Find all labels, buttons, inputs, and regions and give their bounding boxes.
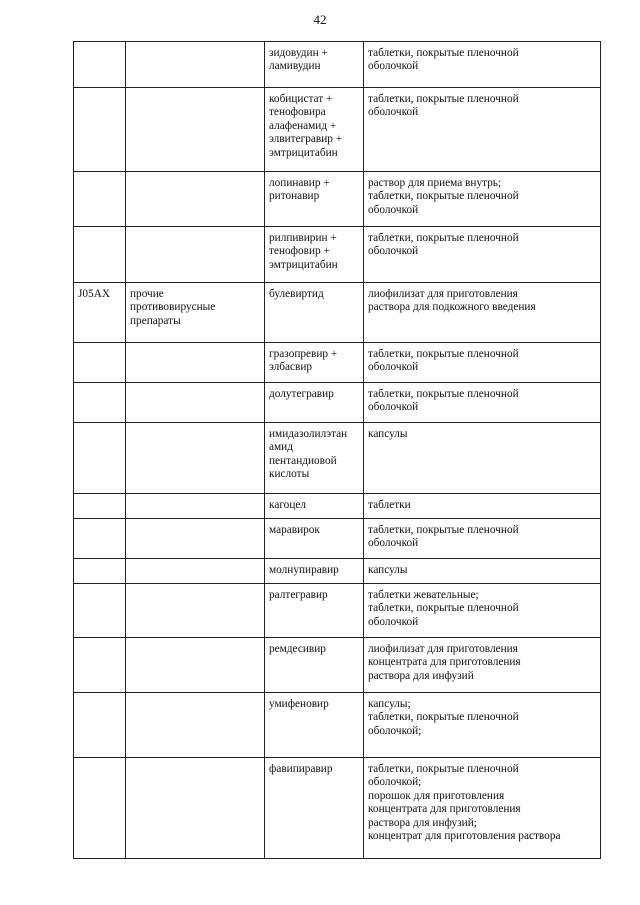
cell-text-line: капсулы;: [368, 698, 411, 710]
dosage-form-cell: [364, 172, 601, 227]
atc-code-cell: [74, 42, 126, 88]
drug-name-cell: [265, 494, 364, 519]
drug-name-cell: [265, 519, 364, 559]
group-cell: [126, 494, 265, 519]
cell-text-line: раствора для инфузий: [368, 669, 474, 682]
group-cell: [126, 383, 265, 423]
drug-name-cell: [265, 383, 364, 423]
cell-text-line: эмтрицитабин: [269, 258, 338, 271]
cell-text-line: ралтегравир: [269, 589, 328, 601]
cell-text-line: ремдесивир: [269, 643, 326, 655]
group-cell: [126, 423, 265, 494]
cell-text-line: порошок для приготовления: [368, 789, 505, 802]
drug-name-cell: [265, 283, 364, 343]
cell-text-line: препараты: [130, 314, 181, 327]
dosage-form-cell: [364, 227, 601, 283]
drug-table: [73, 41, 601, 859]
table-row: [74, 172, 601, 227]
cell-text-line: рилпивирин +: [269, 232, 337, 244]
cell-text-line: таблетки, покрытые пленочной: [368, 524, 519, 536]
group-cell: [126, 42, 265, 88]
cell-text-line: оболочкой;: [368, 724, 422, 737]
atc-code-cell: [74, 758, 126, 859]
cell-text-line: таблетки, покрытые пленочной: [368, 47, 519, 59]
dosage-form-cell: [364, 88, 601, 172]
cell-text-line: раствора для инфузий;: [368, 816, 477, 829]
table-row: [74, 423, 601, 494]
cell-text-line: ламивудин: [269, 60, 321, 73]
dosage-form-cell: [364, 519, 601, 559]
atc-code-cell: [74, 227, 126, 283]
atc-code-cell: [74, 638, 126, 693]
cell-text-line: концентрата для приготовления: [368, 803, 521, 816]
dosage-form-cell: [364, 42, 601, 88]
cell-text-line: раствора для подкожного введения: [368, 301, 536, 314]
group-cell: [126, 584, 265, 638]
drug-name-cell: [265, 693, 364, 758]
cell-text-line: лиофилизат для приготовления: [368, 643, 518, 655]
cell-text-line: концентрат для приготовления раствора: [368, 830, 561, 843]
table-row: [74, 383, 601, 423]
cell-text-line: таблетки, покрытые пленочной: [368, 190, 519, 203]
cell-text-line: тенофовира: [269, 106, 326, 119]
drug-name-cell: [265, 42, 364, 88]
cell-text-line: эмтрицитабин: [269, 146, 338, 159]
cell-text-line: таблетки, покрытые пленочной: [368, 602, 519, 615]
group-cell: [126, 88, 265, 172]
cell-text-line: маравирок: [269, 524, 320, 536]
cell-text-line: элбасвир: [269, 361, 313, 374]
group-cell: [126, 227, 265, 283]
cell-text-line: оболочкой: [368, 106, 419, 119]
dosage-form-cell: [364, 638, 601, 693]
dosage-form-cell: [364, 423, 601, 494]
cell-text-line: концентрата для приготовления: [368, 656, 521, 669]
cell-text-line: кобицистат +: [269, 93, 333, 105]
atc-code-cell: [74, 88, 126, 172]
table-row: [74, 519, 601, 559]
table-body: [74, 42, 601, 859]
group-cell: [126, 343, 265, 383]
table-row: [74, 494, 601, 519]
dosage-form-cell: [364, 693, 601, 758]
group-cell: [126, 519, 265, 559]
atc-code-cell: [74, 693, 126, 758]
dosage-form-cell: [364, 494, 601, 519]
cell-text-line: таблетки, покрытые пленочной: [368, 711, 519, 724]
cell-text-line: таблетки, покрытые пленочной: [368, 763, 519, 775]
cell-text-line: молнупиравир: [269, 564, 339, 576]
cell-text-line: оболочкой: [368, 537, 419, 550]
dosage-form-cell: [364, 383, 601, 423]
table-row: [74, 758, 601, 859]
cell-text-line: таблетки, покрытые пленочной: [368, 388, 519, 400]
cell-text-line: таблетки жевательные;: [368, 589, 479, 601]
cell-text-line: умифеновир: [269, 698, 329, 710]
cell-text-line: булевиртид: [269, 288, 324, 300]
cell-text-line: лопинавир +: [269, 177, 330, 189]
drug-name-cell: [265, 172, 364, 227]
cell-text-line: элвитегравир +: [269, 133, 343, 146]
cell-text-line: капсулы: [368, 564, 408, 576]
dosage-form-cell: [364, 758, 601, 859]
table-row: [74, 227, 601, 283]
cell-text-line: таблетки, покрытые пленочной: [368, 93, 519, 105]
table-row: [74, 343, 601, 383]
atc-code-cell: [74, 423, 126, 494]
drug-name-cell: [265, 88, 364, 172]
cell-text-line: ритонавир: [269, 190, 320, 203]
cell-text-line: оболочкой: [368, 60, 419, 73]
cell-text-line: кислоты: [269, 468, 310, 481]
table-row: [74, 638, 601, 693]
cell-text-line: пентандиовой: [269, 454, 337, 467]
cell-text-line: фавипиравир: [269, 763, 333, 775]
atc-code-cell: [74, 519, 126, 559]
cell-text-line: таблетки: [368, 499, 411, 511]
cell-text-line: оболочкой: [368, 245, 419, 258]
cell-text-line: долутегравир: [269, 388, 334, 400]
cell-text-line: лиофилизат для приготовления: [368, 288, 518, 300]
drug-name-cell: [265, 559, 364, 584]
dosage-form-cell: [364, 584, 601, 638]
drug-name-cell: [265, 343, 364, 383]
atc-code-cell: [74, 383, 126, 423]
cell-text-line: тенофовир +: [269, 245, 330, 258]
table-row: [74, 693, 601, 758]
cell-text-line: оболочкой: [368, 203, 419, 216]
drug-name-cell: [265, 423, 364, 494]
cell-text-line: таблетки, покрытые пленочной: [368, 348, 519, 360]
cell-text-line: оболочкой: [368, 615, 419, 628]
cell-text-line: гразопревир +: [269, 348, 338, 360]
group-cell: [126, 638, 265, 693]
atc-code-cell: [74, 343, 126, 383]
dosage-form-cell: [364, 343, 601, 383]
atc-code-cell: [74, 494, 126, 519]
atc-code-cell: [74, 559, 126, 584]
table-row: [74, 584, 601, 638]
cell-text-line: противовирусные: [130, 301, 216, 314]
cell-text-line: таблетки, покрытые пленочной: [368, 232, 519, 244]
group-cell: [126, 172, 265, 227]
cell-text-line: оболочкой: [368, 361, 419, 374]
cell-text-line: капсулы: [368, 428, 408, 440]
table-row: [74, 559, 601, 584]
group-cell: [126, 283, 265, 343]
drug-name-cell: [265, 638, 364, 693]
atc-code-cell: [74, 283, 126, 343]
cell-text-line: оболочкой;: [368, 776, 422, 789]
page-number: 42: [313, 12, 327, 27]
cell-text-line: прочие: [130, 288, 164, 300]
table-row: [74, 88, 601, 172]
cell-text-line: имидазолилэтан: [269, 428, 348, 440]
cell-text-line: кагоцел: [269, 499, 307, 511]
cell-text-line: оболочкой: [368, 401, 419, 414]
table-row: [74, 283, 601, 343]
atc-code-cell: [74, 584, 126, 638]
table-row: [74, 42, 601, 88]
dosage-form-cell: [364, 559, 601, 584]
group-cell: [126, 758, 265, 859]
cell-text-line: раствор для приема внутрь;: [368, 177, 502, 189]
drug-name-cell: [265, 584, 364, 638]
group-cell: [126, 559, 265, 584]
dosage-form-cell: [364, 283, 601, 343]
group-cell: [126, 693, 265, 758]
cell-text-line: алафенамид +: [269, 119, 337, 132]
cell-text-line: зидовудин +: [269, 47, 328, 59]
cell-text-line: амид: [269, 441, 293, 454]
atc-code: J05AX: [78, 288, 111, 300]
atc-code-cell: [74, 172, 126, 227]
drug-name-cell: [265, 227, 364, 283]
drug-name-cell: [265, 758, 364, 859]
